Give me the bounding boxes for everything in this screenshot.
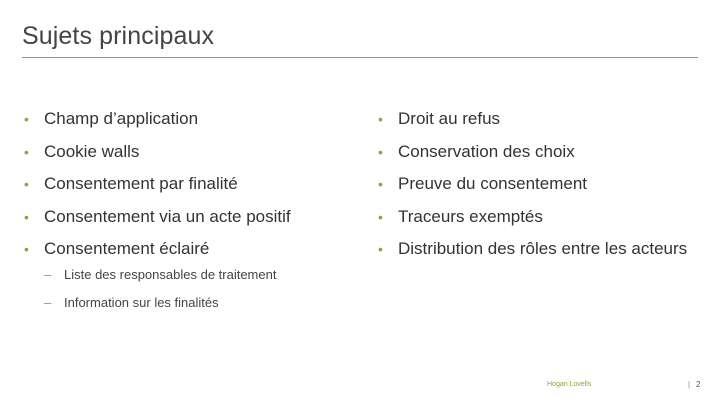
list-item-label: Consentement par finalité (44, 174, 238, 194)
list-item-label: Consentement éclairé (44, 239, 210, 259)
list-item (378, 173, 698, 194)
dash-icon: – (44, 267, 52, 283)
list-item-label: Droit au refus (398, 109, 501, 128)
bullet-icon: • (24, 241, 29, 258)
bullet-icon: • (24, 176, 29, 193)
title-divider (22, 57, 698, 58)
bullet-icon: • (24, 208, 29, 225)
list-item-label: Cookie walls (44, 141, 140, 161)
list-item (378, 238, 698, 259)
bullet-icon: • (378, 111, 383, 127)
bullet-icon: • (378, 143, 383, 160)
sub-list-item (44, 295, 344, 311)
sub-list-item-label: Information sur les finalités (64, 294, 219, 310)
list-item (24, 173, 344, 194)
list-item (378, 206, 698, 227)
list-item-label: Traceurs exemptés (398, 206, 543, 226)
right-bullet-list (378, 108, 698, 271)
list-item-label: Preuve du consentement (398, 174, 588, 194)
bullet-icon: • (24, 143, 29, 160)
bullet-icon: • (378, 208, 383, 225)
list-item-label: Conservation des choix (398, 141, 575, 161)
list-item (24, 206, 344, 227)
list-item (24, 141, 344, 162)
bullet-icon: • (24, 111, 29, 127)
slide-title: Sujets principaux (22, 22, 215, 50)
page-number: 2 (696, 380, 701, 389)
list-item (24, 238, 344, 311)
sub-list (44, 267, 344, 311)
list-item (378, 108, 698, 129)
footer-separator: | (688, 380, 691, 389)
sub-list-item (44, 267, 344, 283)
list-item-label: Champ d’application (44, 109, 199, 128)
list-item (378, 141, 698, 162)
bullet-icon: • (378, 176, 383, 193)
list-item-label: Consentement via un acte positif (44, 206, 291, 226)
bullet-icon: • (378, 241, 383, 258)
left-bullet-list (24, 108, 344, 322)
dash-icon: – (44, 294, 52, 310)
sub-list-item-label: Liste des responsables de traitement (64, 267, 277, 283)
brand-logo-text: Hogan Lovells (547, 381, 592, 388)
list-item (24, 108, 344, 129)
list-item-label: Distribution des rôles entre les acteurs (398, 239, 688, 259)
